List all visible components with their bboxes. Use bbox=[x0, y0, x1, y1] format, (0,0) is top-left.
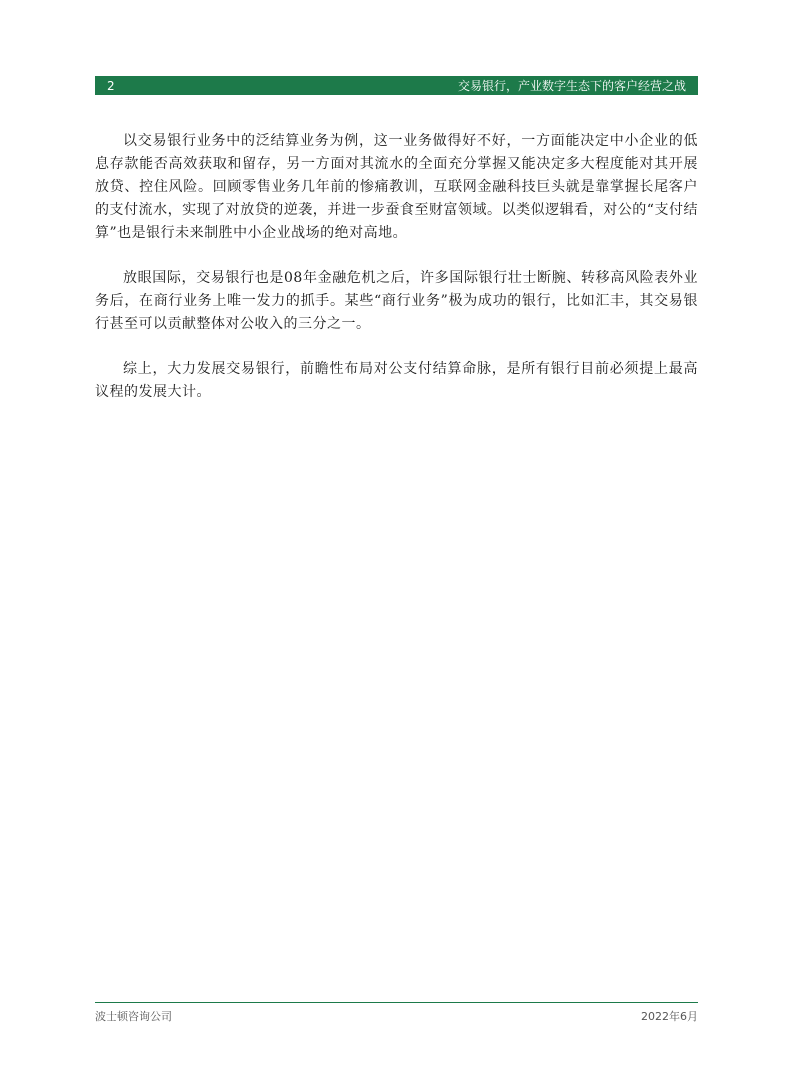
report-title: 交易银行，产业数字生态下的客户经营之战 bbox=[457, 79, 686, 93]
paragraph: 以交易银行业务中的泛结算业务为例，这一业务做得好不好，一方面能决定中小企业的低息存款能否高效获取和留存，另一方面对其流水的全面充分掌握又能决定多大程度能对其开展放贷、控住风险。回顾零售业务几年前的惨痛教训，互联网金融科技巨头就是靠掌握长尾客户的支付流水，实现了对放贷的逆袭，并进一步蚕食至财富领域。以类似逻辑看，对公的“支付结算”也是银行未来制胜中小企业战场的绝对高地。 bbox=[95, 133, 698, 241]
footer bbox=[95, 1008, 698, 1024]
footer-date: 2022年6月 bbox=[641, 1010, 698, 1023]
paragraph: 放眼国际，交易银行也是08年金融危机之后，许多国际银行壮士断腕、转移高风险表外业务后，在商行业务上唯一发力的抓手。某些“商行业务”极为成功的银行，比如汇丰，其交易银行甚至可以贡献整体对公收入的三分之一。 bbox=[95, 270, 698, 332]
body-text bbox=[95, 130, 698, 426]
footer-company: 波士顿咨询公司 bbox=[95, 1010, 172, 1023]
header-bar bbox=[95, 76, 698, 95]
paragraph: 综上，大力发展交易银行，前瞻性布局对公支付结算命脉，是所有银行目前必须提上最高议程的发展大计。 bbox=[95, 361, 698, 400]
page-number: 2 bbox=[107, 78, 115, 93]
footer-divider bbox=[95, 1002, 698, 1003]
